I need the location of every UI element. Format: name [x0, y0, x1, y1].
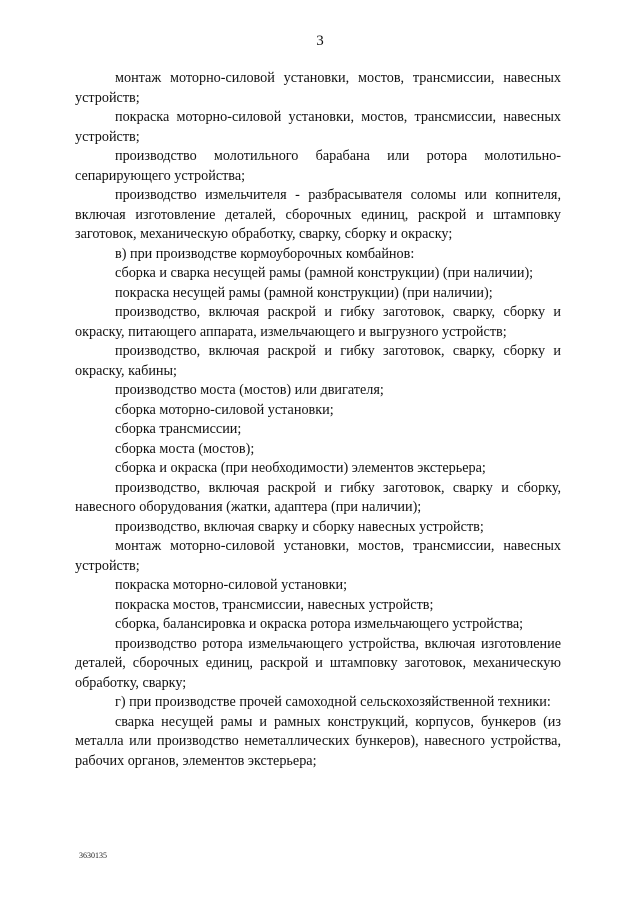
- paragraph: сборка, балансировка и окраска ротора измельчающего устройства;: [115, 616, 524, 632]
- paragraph: сборка моторно-силовой установки;: [115, 401, 334, 418]
- document-code: 3630135: [79, 851, 107, 860]
- document-body: [75, 69, 561, 771]
- section-heading: г) при производстве прочей самоходной сельскохозяйственной техники:: [115, 694, 551, 710]
- paragraph: покраска моторно-силовой установки, мостов, трансмиссии, навесных устройств;: [75, 109, 561, 145]
- paragraph: покраска мостов, трансмиссии, навесных устройств;: [115, 596, 434, 613]
- paragraph: сборка и окраска (при необходимости) элементов экстерьера;: [115, 460, 486, 476]
- paragraph: монтаж моторно-силовой установки, мостов, трансмиссии, навесных устройств;: [75, 538, 561, 574]
- paragraph: сборка трансмиссии;: [115, 421, 242, 437]
- paragraph: сборка моста (мостов);: [115, 440, 255, 457]
- paragraph: покраска несущей рамы (рамной конструкции) (при наличии);: [115, 284, 493, 301]
- paragraph: производство моста (мостов) или двигателя;: [115, 382, 384, 398]
- paragraph: монтаж моторно-силовой установки, мостов, трансмиссии, навесных устройств;: [75, 70, 561, 106]
- paragraph: производство ротора измельчающего устройства, включая изготовление деталей, сборочных единиц, раскрой и штамповку заготовок, механическую обработку, сварку;: [75, 635, 561, 691]
- paragraph: производство, включая сварку и сборку навесных устройств;: [115, 518, 484, 535]
- paragraph: сварка несущей рамы и рамных конструкций, корпусов, бункеров (из металла или производство неметаллических бункеров), навесного устройства, рабочих органов, элементов экстерьера;: [75, 713, 561, 769]
- paragraph: производство, включая раскрой и гибку заготовок, сварку, сборку и окраску, питающего аппарата, измельчающего и выгрузного устройств;: [75, 304, 561, 340]
- paragraph: производство, включая раскрой и гибку заготовок, сварку и сборку, навесного оборудования (жатки, адаптера (при наличии);: [75, 479, 561, 515]
- page-number: 3: [316, 33, 324, 49]
- paragraph: производство, включая раскрой и гибку заготовок, сварку, сборку и окраску, кабины;: [75, 343, 561, 379]
- paragraph: производство измельчителя - разбрасывателя соломы или копнителя, включая изготовление деталей, сборочных единиц, раскрой и штамповку заготовок, механическую обработку, сварку, сборку и окраску;: [75, 187, 561, 242]
- paragraph: сборка и сварка несущей рамы (рамной конструкции) (при наличии);: [115, 265, 534, 281]
- paragraph: покраска моторно-силовой установки;: [115, 577, 348, 593]
- section-heading: в) при производстве кормоуборочных комбайнов:: [115, 245, 415, 262]
- paragraph: производство молотильного барабана или ротора молотильно-сепарирующего устройства;: [75, 148, 561, 184]
